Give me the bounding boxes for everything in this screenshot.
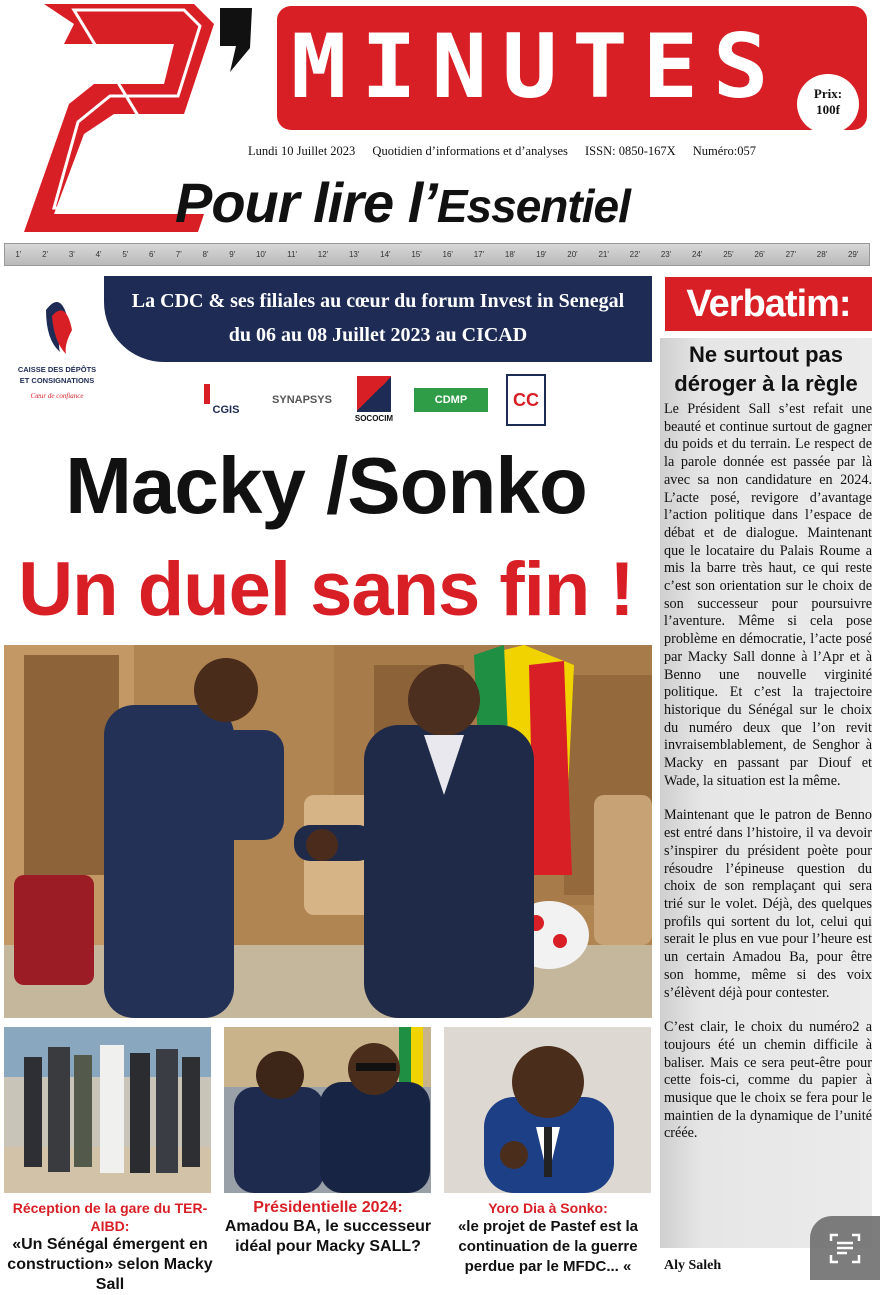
main-subheadline: Un duel sans fin ! xyxy=(18,547,634,632)
issue-info xyxy=(248,144,868,159)
ruler-tick: 5' xyxy=(122,250,129,259)
svg-text:Cœur de confiance: Cœur de confiance xyxy=(30,392,84,400)
partner-synapsys: SYNAPSYS xyxy=(272,394,332,406)
story-photo-amadou-ba xyxy=(224,1027,431,1193)
tagline xyxy=(175,160,875,249)
ruler-tick: 20' xyxy=(567,250,578,259)
ruler-tick: 25' xyxy=(723,250,734,259)
ruler-tick: 15' xyxy=(411,250,422,259)
ad-line-2: du 06 au 08 Juillet 2023 au CICAD xyxy=(228,324,528,346)
ruler-tick: 28' xyxy=(816,250,828,259)
ruler-tick: 8' xyxy=(202,250,209,259)
ruler-tick: 27' xyxy=(785,250,797,259)
secondary-stories xyxy=(4,1027,652,1293)
story-title: «le projet de Pastef est la continuation de la guerre perdue par le MFDC... « xyxy=(457,1218,639,1275)
tagline-part-b: Essentiel xyxy=(436,180,630,232)
ruler-tick: 12' xyxy=(317,250,329,259)
partner-sococim: SOCOCIM xyxy=(352,376,396,424)
main-headline: Macky /Sonko xyxy=(65,441,587,530)
svg-text:CAISSE DES DÉPÔTS: CAISSE DES DÉPÔTS xyxy=(17,365,97,374)
story-caption-2 xyxy=(222,1199,434,1257)
ad-banner xyxy=(104,276,652,362)
verbatim-paragraph: Le Président Sall s’est refait une beauté et continue surtout de gagner du poids et du terrain. Le respect de la parole donnée est passée par là avec sa non candidature en 2024. L’acte posé, revigore d’avantage l’action politique dans l’espace de débat et de dialogue. Maintenant que le locataire du Palais Roume a mis la barre très haut, ce qui reste c’est son orientation sur le choix de son successeur pour poursuivre l’aventure. Même si cela pose problème en démocratie, l’acte posé par Macky Sall donne à l’Apr et à Benno une nouvelle virginité politique. Et c’est la trajectoire historique du Sénégal sur le choix du numéro deux que l’on revit invraisemblablement, de Senghor à Macky en passant par Diouf et Wade, la situation est la même. xyxy=(664,401,872,789)
story-caption-1 xyxy=(4,1199,216,1295)
ruler-tick: 7' xyxy=(175,250,182,259)
price-label: Prix: xyxy=(813,86,843,101)
issue-date: Lundi 10 Juillet 2023 xyxy=(248,144,356,158)
story-title: Amadou BA, le successeur idéal pour Macky SALL? xyxy=(224,1218,432,1255)
verbatim-author: Aly Saleh xyxy=(664,1258,722,1273)
ruler-tick: 21' xyxy=(598,250,609,259)
ruler-tick: 17' xyxy=(473,250,485,259)
scan-text-icon xyxy=(828,1231,862,1265)
ad-line-1: La CDC & ses filiales au cœur du forum Invest in Senegal xyxy=(131,290,625,312)
ruler-tick: 24' xyxy=(692,250,703,259)
verbatim-paragraph: C’est clair, le choix du numéro2 a toujours été un chemin difficile à baliser. Mais ce sera peut-être pour cette fois-ci, comme du papier à musique que le choix se fera pour le maintien de la dynamique de l’unité créée. xyxy=(664,1019,872,1142)
story-title: «Un Sénégal émergent en construction» selon Macky Sall xyxy=(7,1236,213,1293)
verbatim-paragraph: Maintenant que le patron de Benno est entré dans l’histoire, il va devoir s’inspirer du président poète pour résoudre l’épineuse question du choix de son remplaçant qui sera trié sur le volet. Déjà, des quelques profils qui sortent du lot, celui qui serait le plus en vue pour l’heure est un certain Amadou Ba, pour être son homme, même si des voix s’élèvent déjà pour contester. xyxy=(664,807,872,1001)
tagline-part-a: Pour lire l’ xyxy=(175,171,437,234)
ruler-strip xyxy=(4,243,870,266)
partner-cgis: CGIS xyxy=(200,384,252,416)
story-kicker: Présidentielle 2024: xyxy=(253,1199,403,1216)
story-photo-yoro-dia xyxy=(444,1027,651,1193)
issue-subtitle: Quotidien d’informations et d’analyses xyxy=(372,144,568,158)
ruler-tick: 6' xyxy=(149,250,156,259)
ruler-tick: 29' xyxy=(847,250,859,259)
ruler-tick: 26' xyxy=(754,250,765,259)
ruler-tick: 16' xyxy=(442,250,453,259)
ruler-tick: 19' xyxy=(536,250,547,259)
newspaper-title: MINUTES xyxy=(290,15,784,118)
cdc-logo-icon xyxy=(16,290,98,420)
ruler-tick: 10' xyxy=(255,250,267,259)
verbatim-title: Ne surtout pas déroger à la règle xyxy=(674,342,858,396)
main-photo xyxy=(4,645,652,1018)
issn: ISSN: 0850-167X xyxy=(585,144,676,158)
verbatim-header: Verbatim: xyxy=(665,277,872,331)
ruler-tick: 3' xyxy=(68,250,75,259)
partner-cc: CC xyxy=(506,374,546,426)
story-kicker: Yoro Dia à Sonko: xyxy=(488,1200,608,1216)
story-kicker: Réception de la gare du TER-AIBD: xyxy=(12,1200,208,1234)
ruler-tick: 23' xyxy=(660,250,672,259)
title-banner xyxy=(277,6,867,130)
partner-cdmp: CDMP xyxy=(414,388,488,412)
ruler-tick: 2' xyxy=(42,250,49,259)
story-caption-3 xyxy=(442,1199,654,1277)
ruler-tick: 9' xyxy=(229,250,236,259)
ruler-tick: 4' xyxy=(95,250,102,259)
ruler-tick: 14' xyxy=(380,250,391,259)
issue-number: Numéro:057 xyxy=(692,144,756,158)
verbatim-body xyxy=(664,401,872,1160)
story-photo-ter xyxy=(4,1027,211,1193)
ruler-tick: 11' xyxy=(287,250,298,259)
partner-logos xyxy=(200,368,580,432)
price-value: 100f xyxy=(816,102,840,117)
ruler-tick: 1' xyxy=(15,250,22,259)
scan-text-button[interactable] xyxy=(810,1216,880,1280)
ruler-tick: 22' xyxy=(629,250,641,259)
svg-text:ET CONSIGNATIONS: ET CONSIGNATIONS xyxy=(19,376,95,385)
ruler-tick: 18' xyxy=(504,250,516,259)
ruler-tick: 13' xyxy=(348,250,360,259)
price-badge xyxy=(797,74,859,134)
